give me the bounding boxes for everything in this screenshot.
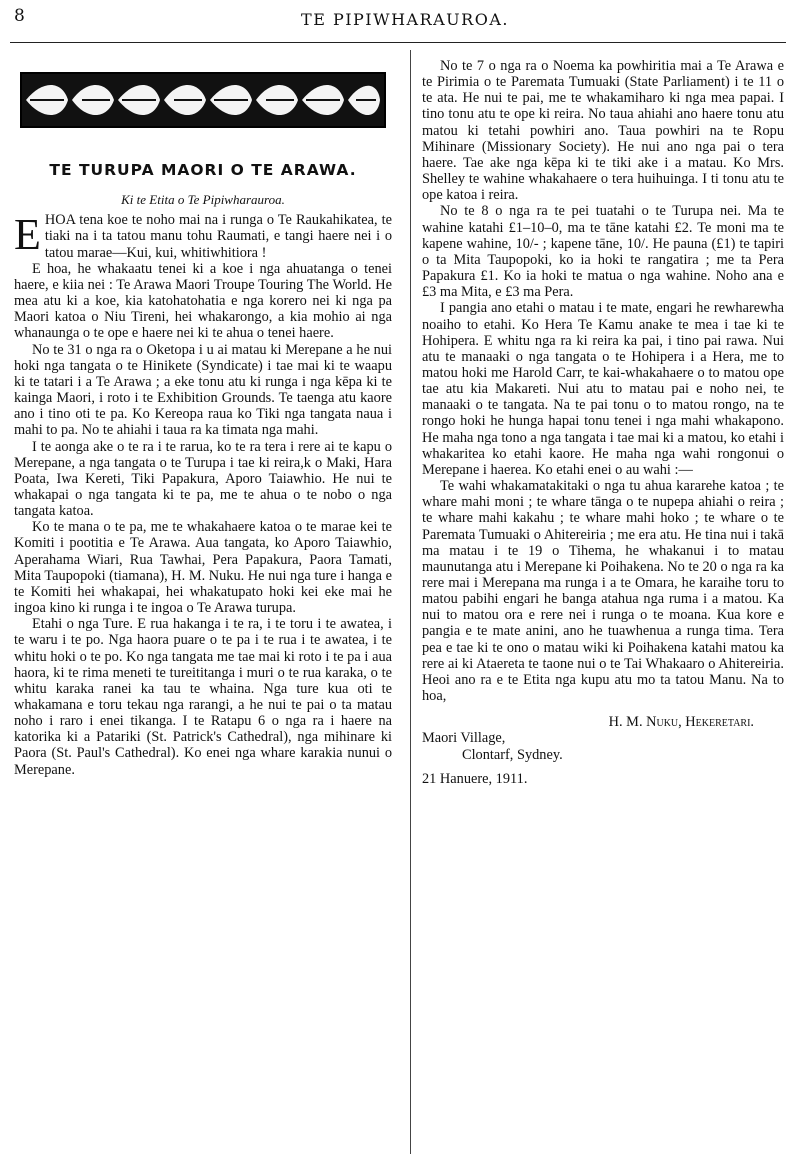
page-header bbox=[0, 4, 792, 34]
letter-date: 21 Hanuere, 1911. bbox=[422, 770, 528, 787]
column-divider bbox=[410, 50, 411, 1154]
drop-cap: E bbox=[14, 210, 41, 260]
article-title: TE TURUPA MAORI O TE ARAWA. bbox=[49, 161, 357, 179]
first-paragraph bbox=[14, 212, 392, 260]
body-paragraph: Te wahi whakamatakitaki o nga tu ahua kararehe katoa ; te whare mahi moni ; te whare tānga o te nupepa ahiahi o reira ; te whare mahi kakahu ; te whare mahi hoko ; te whare o te Paremata Tumuaki o Ahitereiria ; me era atu. He tina nui i takā ma matau i te 19 o Tihema, he whakanui i to matau maunutanga atu i Merepane ki Poihakena. No te 20 o nga ra ka rere mai i Merepana ma runga i a te Omara, he karaihe toru to matou pabihi engari he banga atahua nga ruma i a matou. Ka nui to matou ora e rere nei i runga o te moana. Kua kore e pangia e te mate anini, ano he tuawhenua a runga tima. Tera pea e tae ki te ono o matau wiki ki Poihakena katahi matou ka rere ai ki Ataereta te taone nui o te Tai Whakaaro o Ahitereiria. Heoi ano ra e te Etita nga kupu atu mo ta tatou Manu. Na to hoa, bbox=[422, 478, 784, 705]
body-paragraph: I te aonga ake o te ra i te rarua, ko te ra tera i rere ai te kapu o Merepane, a nga tangata o te Turupa i tae ki reira,k o Maki, Hara Poata, Iwa Kereti, Tiki Papakura, Aporo Taiawhio. He nui te whakapai o nga tangata ki te pa, me te ahua o te nobo o nga tangata katoa. bbox=[14, 438, 392, 520]
running-title: TE PIPIWHARAUROA. bbox=[301, 10, 509, 29]
body-paragraph: Etahi o nga Ture. E rua hakanga i te ra, i te toru i te awatea, i te waru i te po. Nga haora puare o te pa i te rua i te awatea, i te whitu hoki o te po. Ko nga tangata me tae mai ki roto i te pa i aua haora, ki te rima meneti te tureititanga i muri o te rua karaka, o te whitu karaka ranei ka tau te whaina. Nga ture kua oti te whakamana e toru tekau nga rarangi, a he nui te pai o ta matau noho i raro i enei tikanga. I te Ratapu 6 o nga ra i haere na katorika ki a Patariki (St. Patrick's Cathedral), nga mihinare ki Paora (St. Paul's Cathedral). Ko enei nga whare karakia nunui o Merepane. bbox=[14, 616, 392, 778]
body-paragraph: No te 31 o nga ra o Oketopa i u ai matau ki Merepane a he nui hoki nga tangata o te Hinikete (Syndicate) i tae mai ki te waapu ki te tatari i a Te Arawa ; a eke tonu atu ki runga i nga kēpa ki te kainga Maori, i roto i te Exhibition Grounds. Te taenga atu kaore ano i tino oti te pa. Ko Kereopa raua ko Tiki nga tangata naua i mahi to pa. No te ahiahi i taua ra ka timata nga mahi. bbox=[14, 341, 392, 439]
first-paragraph-text: HOA tena koe te noho mai na i runga o Te Raukahikatea, te tiaki na i ta tatou manu tohu Raumati, e tangi haere nei i o tatou marae—Kui, kui, whitiwhitiora ! bbox=[44, 212, 392, 261]
right-column bbox=[422, 58, 784, 1158]
page-number: 8 bbox=[14, 6, 25, 26]
body-paragraph: E hoa, he whakaatu tenei ki a koe i nga ahuatanga o tenei haere, e kiia nei : Te Arawa Maori Troupe Touring The World. He mea atu ki a koe, kia katohatohatia e nga korero nei ki nga pa Maori katoa o Niu Tireni, hei whakarongo, a kia mohio ai nga whanaunga o te ope e haere nei ki te ahua o tenei haere. bbox=[14, 260, 392, 342]
signature: H. M. Nuku, Hekeretari. bbox=[608, 714, 754, 731]
header-rule bbox=[10, 42, 786, 43]
body-paragraph: Ko te mana o te pa, me te whakahaere katoa o te marae kei te Komiti i pootitia e Te Arawa. Aua tangata, ko Aporo Taiawhio, Aperahama Wiari, Rua Tawhai, Pera Papakura, Paora Tamati, Mita Taupopoki (tiamana), H. M. Nuku. He nui nga ture i hanga e te Komiti hei whakapai, hei whakatupato hoki kei eke mai he ingoa kino ki runga i te ingoa o Te Arawa turupa. bbox=[14, 519, 392, 617]
address-line: Maori Village, bbox=[422, 730, 506, 747]
body-paragraph: No te 7 o nga ra o Noema ka powhiritia mai a Te Arawa e te Pirimia o te Paremata Tumuaki (State Parliament) i te 11 o te ata. He nui te pai, me te whakamiharo ki nga mea papai. I tino tonu atu te ope ki reira. No taua ahiahi ano haere tonu atu matou ki tetahi powhiri ano. Taua powhiri na te Ropu Mihinare (Missionary Society). He nui ano nga pai o tera haere. Tae ake nga kēpa ki te tiki ake i a matau. Ko Mrs. Shelley te wahine whakahaere o tera huihuinga. I ti tonu atu te ope katoa i reira. bbox=[422, 58, 784, 204]
left-column bbox=[14, 60, 392, 1160]
article-subtitle: Ki te Etita o Te Pipiwharauroa. bbox=[121, 192, 285, 208]
body-paragraph: I pangia ano etahi o matau i te mate, engari he rewharewha noaiho to etahi. Ko Hera Te Kamu anake te mea i tae ki te Hohipera. E whitu nga ra ki reira ka pai, i tino pai rawa. Nui atu te manaaki o nga tangata o te Hohipera i a Hera, me to matou hoki me Harold Carr, te kai-whakahaere o to matou ope tae atu kia Makareti. Nui atu to matau pai e noho nei, te manaaki o te tangata. Na te pai tonu o to matou rongo, na te rongo hoki he hunga hapai tonu tenei i nga mahi whakapono. He maha nga tono a nga tangata i tae mai ki a matou, ko etahi i whakaritea ko etahi kaore. He maha nga wahi rongonui o Merepane i haerea. Ko etahi enei o au wahi :— bbox=[422, 300, 784, 478]
body-paragraph: No te 8 o nga ra te pei tuatahi o te Turupa nei. Ma te wahine katahi £1–10–0, ma te tāne katahi £2. Te moni ma te kapene wahine, 10/- ; kapene tāne, 10/. He pauna (£1) te tapiri o ta Mita Taupopoki, ko ia hoki te rangatira ; me ta Pera Papakura £1. Ko ia hoki te matua o nga wahine. Noho ana e £3 ma Mita, e £3 ma Pera. bbox=[422, 203, 784, 301]
address-line: Clontarf, Sydney. bbox=[462, 746, 563, 763]
decorative-leaf-banner bbox=[20, 72, 386, 128]
